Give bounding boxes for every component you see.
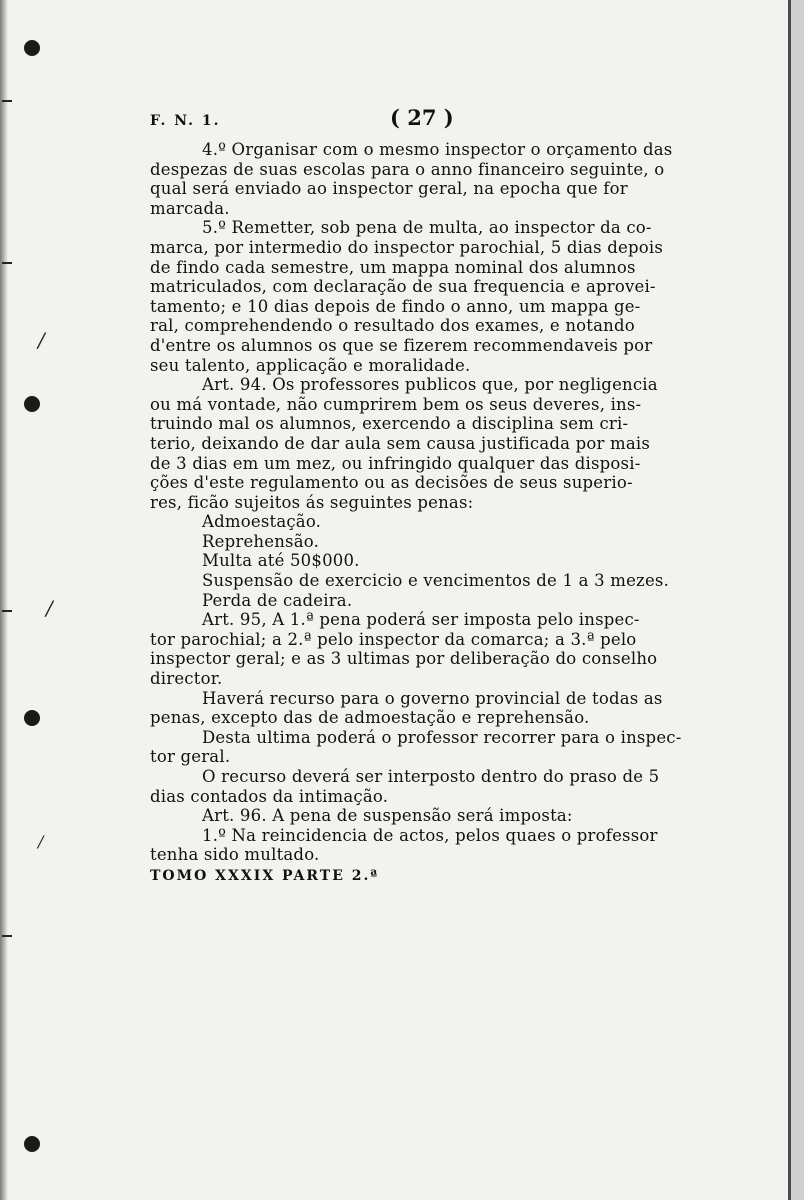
text-line: matriculados, com declaração de sua frequencia e aprovei- xyxy=(150,277,656,297)
text-line: ral, comprehendendo o resultado dos exames, e notando xyxy=(150,316,635,336)
text-line: Art. 96. A pena de suspensão será imposta: xyxy=(202,806,573,826)
paragraph xyxy=(150,218,730,375)
text-line: Reprehensão. xyxy=(202,531,320,551)
margin-mark: / xyxy=(46,596,53,620)
margin-mark: / xyxy=(38,328,45,352)
text-line: Art. 95, A 1.ª pena poderá ser imposta pelo inspec- xyxy=(202,610,640,630)
text-line: Art. 94. Os professores publicos que, por negligencia xyxy=(202,375,658,395)
margin-tick xyxy=(2,935,12,937)
text-line: truindo mal os alumnos, exercendo a disciplina sem cri- xyxy=(150,414,629,434)
text-line: O recurso deverá ser interposto dentro do praso de 5 xyxy=(202,767,660,786)
volume-footer: TOMO XXXIX PARTE 2.ª xyxy=(150,867,380,884)
text-line: Haverá recurso para o governo provincial de todas as xyxy=(202,688,663,708)
margin-mark: / xyxy=(38,832,44,851)
page-number: ( 27 ) xyxy=(390,105,454,130)
text-line: ções d'este regulamento ou as decisões de seus superio- xyxy=(150,473,633,493)
penalty-item xyxy=(150,532,730,552)
punch-hole xyxy=(24,40,40,56)
text-line: marcada. xyxy=(150,198,230,218)
text-line: d'entre os alumnos os que se fizerem recommendaveis por xyxy=(150,335,653,355)
punch-hole xyxy=(24,1136,40,1152)
text-line: 1.º Na reincidencia de actos, pelos quaes o professor xyxy=(202,825,658,845)
text-line: terio, deixando de dar aula sem causa justificada por mais xyxy=(150,433,651,453)
text-line: de 3 dias em um mez, ou infringido qualquer das disposi- xyxy=(150,453,641,473)
text-line: qual será enviado ao inspector geral, na epocha que for xyxy=(150,179,628,199)
text-line: Multa até 50$000. xyxy=(202,551,360,571)
penalty-item xyxy=(150,591,730,611)
punch-hole xyxy=(24,396,40,412)
text-line: inspector geral; e as 3 ultimas por deliberação do conselho xyxy=(150,649,658,669)
text-line: Admoestação. xyxy=(202,512,322,532)
penalty-item xyxy=(150,571,730,591)
body-text xyxy=(150,140,730,865)
text-line: seu talento, applicação e moralidade. xyxy=(150,355,471,375)
penalty-item xyxy=(150,512,730,532)
text-line: 4.º Organisar com o mesmo inspector o orçamento das xyxy=(202,140,673,159)
text-line: marca, por intermedio do inspector parochial, 5 dias depois xyxy=(150,237,664,257)
text-line: res, ficão sujeitos ás seguintes penas: xyxy=(150,492,474,512)
penalty-item xyxy=(150,551,730,571)
text-line: 5.º Remetter, sob pena de multa, ao inspector da co- xyxy=(202,218,652,238)
margin-tick xyxy=(2,262,12,264)
binding-shadow xyxy=(0,0,8,1200)
paragraph xyxy=(150,375,730,512)
text-line: director. xyxy=(150,669,223,689)
text-line: despezas de suas escolas para o anno financeiro seguinte, o xyxy=(150,159,665,179)
text-line: tenha sido multado. xyxy=(150,845,320,865)
punch-hole xyxy=(24,710,40,726)
paragraph xyxy=(150,767,730,806)
text-line: tor geral. xyxy=(150,747,231,767)
text-line: Desta ultima poderá o professor recorrer para o inspec- xyxy=(202,727,682,747)
paragraph xyxy=(150,826,730,865)
paragraph xyxy=(150,806,730,826)
page-content xyxy=(150,105,730,887)
signature-mark: F. N. 1. xyxy=(150,113,221,129)
paragraph xyxy=(150,689,730,728)
text-line: tor parochial; a 2.ª pelo inspector da comarca; a 3.ª pelo xyxy=(150,629,637,649)
text-line: penas, excepto das de admoestação e reprehensão. xyxy=(150,708,590,728)
text-line: dias contados da intimação. xyxy=(150,786,389,806)
paragraph xyxy=(150,728,730,767)
page-header xyxy=(150,105,730,140)
text-line: de findo cada semestre, um mappa nominal dos alumnos xyxy=(150,257,636,277)
paragraph xyxy=(150,140,730,218)
text-line: ou má vontade, não cumprirem bem os seus deveres, ins- xyxy=(150,394,642,414)
margin-tick xyxy=(2,610,12,612)
paragraph xyxy=(150,610,730,688)
text-line: Perda de cadeira. xyxy=(202,590,353,610)
text-line: Suspensão de exercicio e vencimentos de 1 a 3 mezes. xyxy=(202,571,670,591)
text-line: tamento; e 10 dias depois de findo o anno, um mappa ge- xyxy=(150,296,641,316)
margin-tick xyxy=(2,100,12,102)
